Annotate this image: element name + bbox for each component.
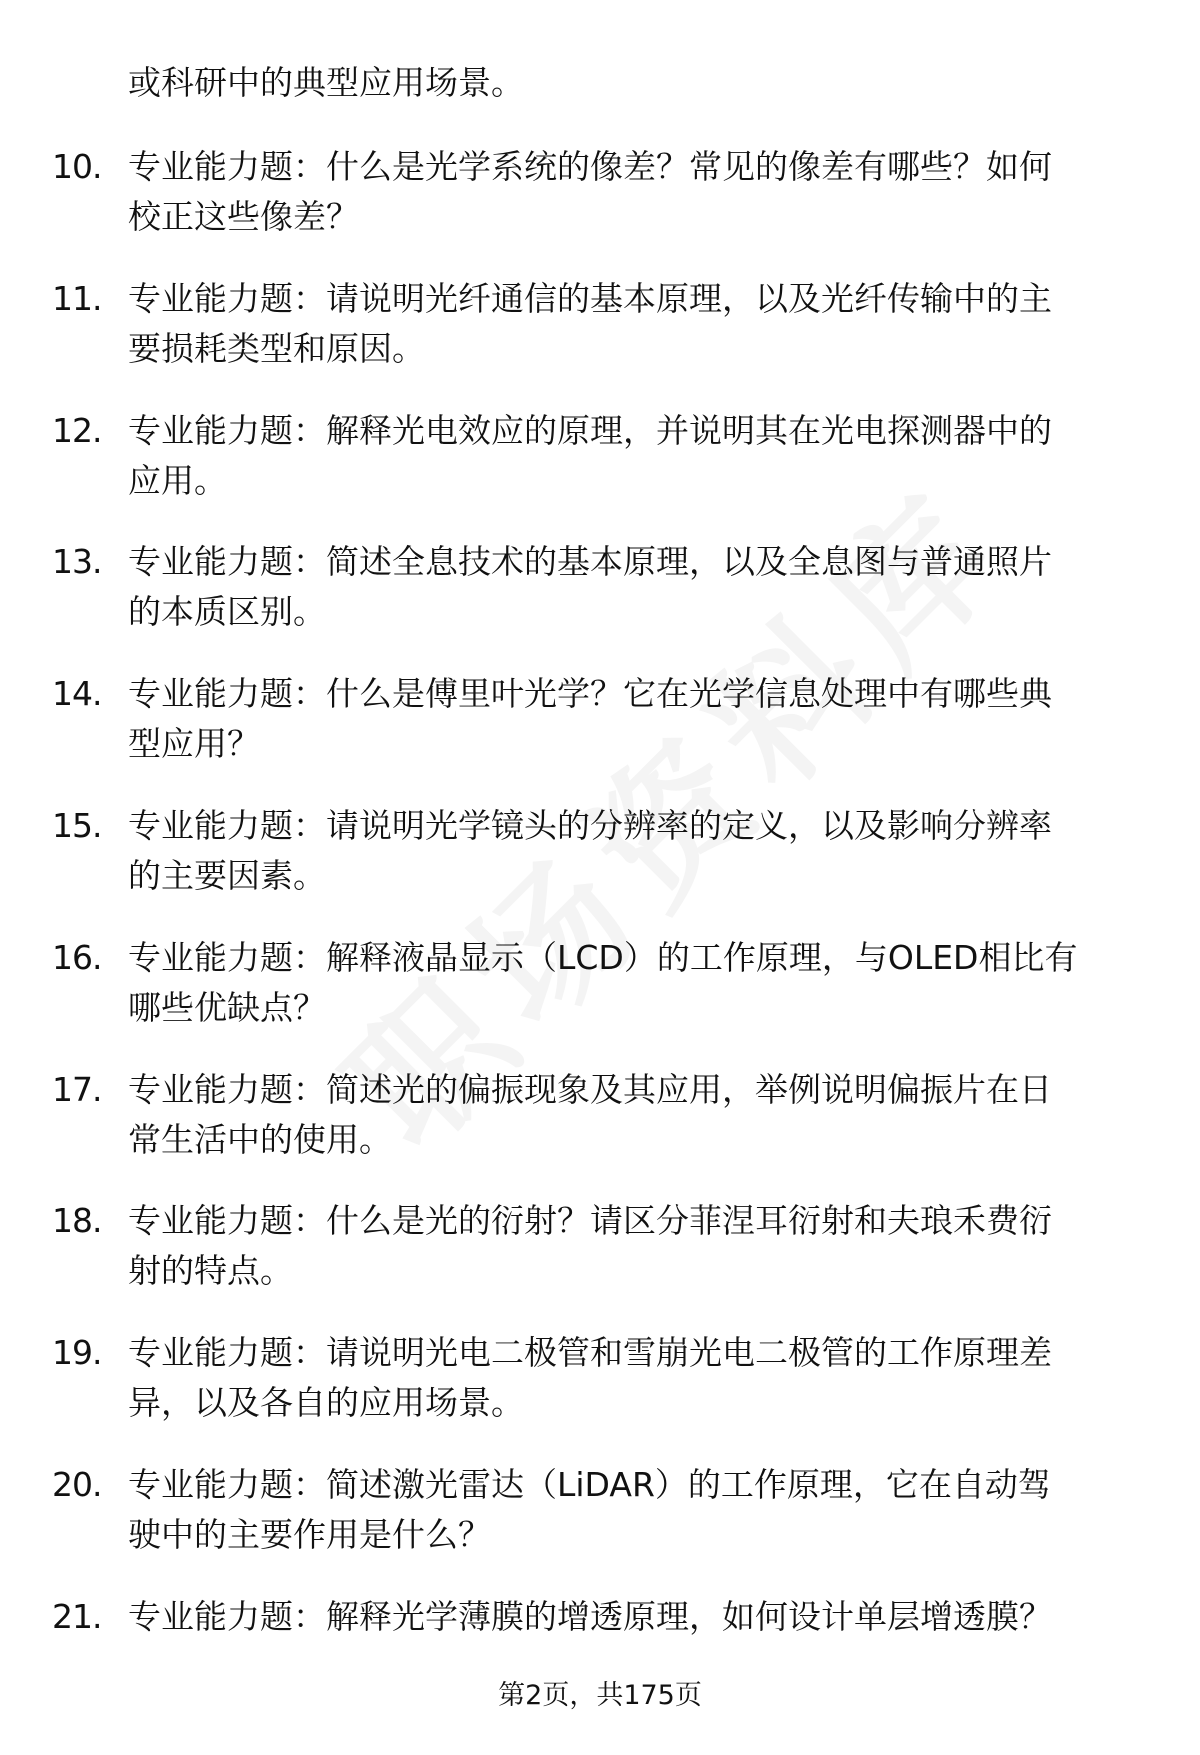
question-line: 专业能力题：简述光的偏振现象及其应用，举例说明偏振片在日 (128, 1069, 1052, 1109)
question-text (128, 1328, 1178, 1428)
question-line: 哪些优缺点？ (128, 987, 326, 1027)
question-line: 专业能力题：什么是光学系统的像差？常见的像差有哪些？如何 (128, 147, 1052, 186)
question-text (128, 669, 1178, 769)
question-text (128, 1592, 1178, 1642)
question-number: 17. (52, 1069, 102, 1109)
question-text (128, 274, 1178, 374)
question-line: 驶中的主要作用是什么？ (128, 1514, 491, 1554)
continued-text: 或科研中的典型应用场景。 (128, 63, 524, 102)
question-number: 16. (52, 937, 102, 977)
question-line: 专业能力题：请说明光纤通信的基本原理，以及光纤传输中的主 (128, 278, 1052, 318)
question-item (0, 669, 1200, 801)
question-line: 专业能力题：解释光学薄膜的增透原理，如何设计单层增透膜？ (128, 1596, 1052, 1636)
question-line: 的主要因素。 (128, 855, 326, 895)
question-item (0, 537, 1200, 669)
question-line: 型应用？ (128, 724, 260, 764)
question-text (128, 1065, 1178, 1165)
question-item (0, 1328, 1200, 1460)
question-number: 10. (52, 147, 102, 186)
question-number: 14. (52, 674, 102, 714)
question-list (0, 142, 1200, 1724)
question-line: 专业能力题：请说明光电二极管和雪崩光电二极管的工作原理差 (128, 1333, 1052, 1373)
question-line: 射的特点。 (128, 1251, 293, 1291)
question-item (0, 1460, 1200, 1592)
question-item (0, 801, 1200, 933)
question-text (128, 1196, 1178, 1296)
question-text (128, 933, 1178, 1033)
question-number: 21. (52, 1596, 102, 1636)
question-item (0, 274, 1200, 406)
question-text (128, 142, 1178, 242)
question-text (128, 801, 1178, 901)
question-text (128, 537, 1178, 637)
question-line: 专业能力题：请说明光学镜头的分辨率的定义，以及影响分辨率 (128, 805, 1052, 845)
question-text (128, 406, 1178, 506)
question-line: 要损耗类型和原因。 (128, 328, 425, 368)
page-footer: 第2页，共175页 (498, 1680, 702, 1711)
question-line: 专业能力题：简述全息技术的基本原理，以及全息图与普通照片 (128, 542, 1052, 582)
question-line: 异，以及各自的应用场景。 (128, 1383, 524, 1423)
question-number: 15. (52, 805, 102, 845)
question-line: 应用。 (128, 460, 227, 500)
question-line: 的本质区别。 (128, 592, 326, 632)
question-item (0, 1065, 1200, 1197)
question-line: 专业能力题：什么是光的衍射？请区分菲涅耳衍射和夫琅禾费衍 (128, 1201, 1052, 1241)
question-line: 常生活中的使用。 (128, 1119, 392, 1159)
question-item (0, 406, 1200, 538)
question-line: 专业能力题：简述激光雷达（LiDAR）的工作原理，它在自动驾 (128, 1464, 1051, 1504)
question-line: 校正这些像差？ (128, 197, 359, 236)
question-number: 13. (52, 542, 102, 582)
question-number: 19. (52, 1333, 102, 1373)
question-text (128, 1460, 1178, 1560)
question-number: 18. (52, 1201, 102, 1241)
question-item (0, 1196, 1200, 1328)
question-line: 专业能力题：解释液晶显示（LCD）的工作原理，与OLED相比有 (128, 937, 1078, 977)
question-item (0, 142, 1200, 274)
question-line: 专业能力题：解释光电效应的原理，并说明其在光电探测器中的 (128, 410, 1052, 450)
question-number: 20. (52, 1464, 102, 1504)
question-number: 11. (52, 278, 102, 318)
question-line: 专业能力题：什么是傅里叶光学？它在光学信息处理中有哪些典 (128, 674, 1052, 714)
question-number: 12. (52, 410, 102, 450)
question-item (0, 933, 1200, 1065)
